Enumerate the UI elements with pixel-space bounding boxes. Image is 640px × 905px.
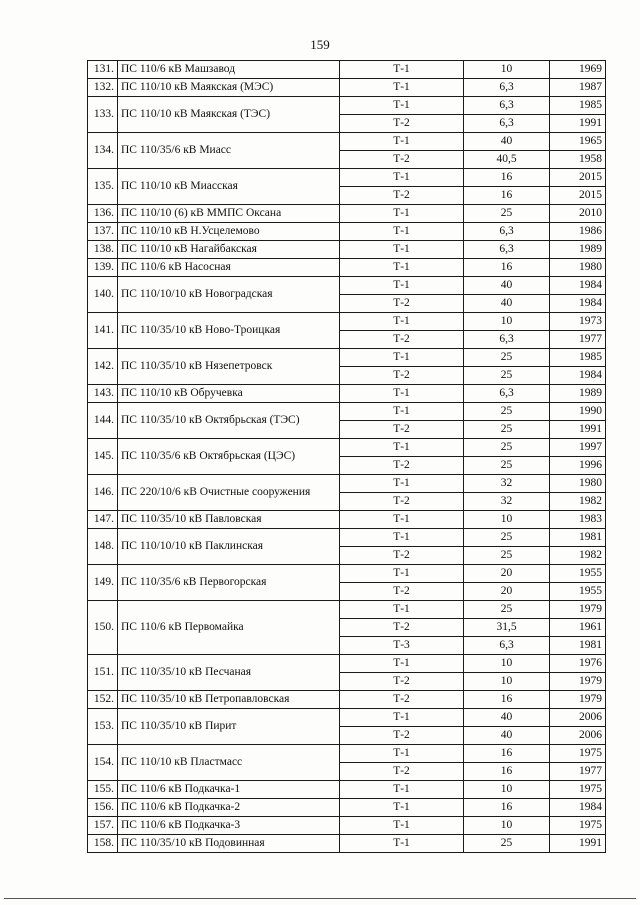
table-row bbox=[88, 709, 606, 727]
row-number: 150. bbox=[88, 601, 118, 655]
transformer-id: Т-1 bbox=[340, 799, 464, 817]
commission-year: 1989 bbox=[550, 385, 606, 403]
commission-year: 2015 bbox=[550, 169, 606, 187]
transformer-id: Т-1 bbox=[340, 745, 464, 763]
substation-name: ПС 110/10 кВ Маякская (ТЭС) bbox=[118, 97, 340, 133]
substation-name: ПС 110/35/10 кВ Нязепетровск bbox=[118, 349, 340, 385]
commission-year: 1958 bbox=[550, 151, 606, 169]
transformer-power: 32 bbox=[464, 493, 550, 511]
commission-year: 1982 bbox=[550, 547, 606, 565]
table-body bbox=[88, 61, 606, 853]
commission-year: 1979 bbox=[550, 601, 606, 619]
substation-name: ПС 110/10/10 кВ Паклинская bbox=[118, 529, 340, 565]
commission-year: 1981 bbox=[550, 637, 606, 655]
row-number: 143. bbox=[88, 385, 118, 403]
table-row bbox=[88, 439, 606, 457]
commission-year: 1965 bbox=[550, 133, 606, 151]
substation-name: ПС 220/10/6 кВ Очистные сооружения bbox=[118, 475, 340, 511]
table-row bbox=[88, 781, 606, 799]
substation-name: ПС 110/10 кВ Нагайбакская bbox=[118, 241, 340, 259]
transformer-power: 31,5 bbox=[464, 619, 550, 637]
substation-name: ПС 110/6 кВ Первомайка bbox=[118, 601, 340, 655]
commission-year: 1989 bbox=[550, 241, 606, 259]
row-number: 137. bbox=[88, 223, 118, 241]
substation-name: ПС 110/10 кВ Пластмасс bbox=[118, 745, 340, 781]
transformer-id: Т-1 bbox=[340, 385, 464, 403]
commission-year: 1975 bbox=[550, 745, 606, 763]
commission-year: 1980 bbox=[550, 475, 606, 493]
table-row bbox=[88, 817, 606, 835]
transformer-power: 6,3 bbox=[464, 97, 550, 115]
transformer-id: Т-1 bbox=[340, 223, 464, 241]
substations-table bbox=[87, 60, 606, 853]
transformer-power: 25 bbox=[464, 601, 550, 619]
commission-year: 1961 bbox=[550, 619, 606, 637]
substation-name: ПС 110/10 кВ Миасская bbox=[118, 169, 340, 205]
transformer-power: 40 bbox=[464, 295, 550, 313]
commission-year: 2006 bbox=[550, 709, 606, 727]
substation-name: ПС 110/10 (6) кВ ММПС Оксана bbox=[118, 205, 340, 223]
transformer-power: 6,3 bbox=[464, 79, 550, 97]
commission-year: 1991 bbox=[550, 835, 606, 853]
page-number: 159 bbox=[310, 37, 330, 52]
transformer-id: Т-1 bbox=[340, 817, 464, 835]
table-row bbox=[88, 133, 606, 151]
table-row bbox=[88, 403, 606, 421]
transformer-power: 25 bbox=[464, 367, 550, 385]
transformer-power: 25 bbox=[464, 403, 550, 421]
substation-name: ПС 110/35/10 кВ Петропавловская bbox=[118, 691, 340, 709]
transformer-id: Т-2 bbox=[340, 151, 464, 169]
commission-year: 1991 bbox=[550, 421, 606, 439]
substation-name: ПС 110/35/10 кВ Песчаная bbox=[118, 655, 340, 691]
commission-year: 2006 bbox=[550, 727, 606, 745]
transformer-power: 10 bbox=[464, 673, 550, 691]
substation-name: ПС 110/6 кВ Подкачка-3 bbox=[118, 817, 340, 835]
transformer-id: Т-1 bbox=[340, 511, 464, 529]
transformer-id: Т-1 bbox=[340, 565, 464, 583]
transformer-power: 40 bbox=[464, 709, 550, 727]
row-number: 141. bbox=[88, 313, 118, 349]
transformer-id: Т-1 bbox=[340, 709, 464, 727]
transformer-id: Т-1 bbox=[340, 259, 464, 277]
table-row bbox=[88, 259, 606, 277]
commission-year: 1986 bbox=[550, 223, 606, 241]
transformer-id: Т-1 bbox=[340, 133, 464, 151]
row-number: 153. bbox=[88, 709, 118, 745]
substation-name: ПС 110/35/10 кВ Пирит bbox=[118, 709, 340, 745]
table-row bbox=[88, 61, 606, 79]
transformer-power: 6,3 bbox=[464, 385, 550, 403]
commission-year: 1983 bbox=[550, 511, 606, 529]
commission-year: 1979 bbox=[550, 673, 606, 691]
commission-year: 1977 bbox=[550, 763, 606, 781]
commission-year: 1969 bbox=[550, 61, 606, 79]
transformer-id: Т-2 bbox=[340, 115, 464, 133]
commission-year: 1984 bbox=[550, 799, 606, 817]
substation-name: ПС 110/35/10 кВ Подовинная bbox=[118, 835, 340, 853]
transformer-power: 16 bbox=[464, 187, 550, 205]
transformer-id: Т-2 bbox=[340, 457, 464, 475]
substation-name: ПС 110/10/10 кВ Новоградская bbox=[118, 277, 340, 313]
row-number: 136. bbox=[88, 205, 118, 223]
commission-year: 1977 bbox=[550, 331, 606, 349]
commission-year: 1987 bbox=[550, 79, 606, 97]
transformer-id: Т-2 bbox=[340, 727, 464, 745]
row-number: 148. bbox=[88, 529, 118, 565]
table-row bbox=[88, 475, 606, 493]
transformer-power: 40,5 bbox=[464, 151, 550, 169]
commission-year: 1955 bbox=[550, 583, 606, 601]
commission-year: 1991 bbox=[550, 115, 606, 133]
transformer-id: Т-1 bbox=[340, 61, 464, 79]
row-number: 131. bbox=[88, 61, 118, 79]
row-number: 155. bbox=[88, 781, 118, 799]
transformer-id: Т-2 bbox=[340, 331, 464, 349]
substation-name: ПС 110/6 кВ Насосная bbox=[118, 259, 340, 277]
table-row bbox=[88, 349, 606, 367]
transformer-power: 20 bbox=[464, 565, 550, 583]
table-row bbox=[88, 565, 606, 583]
row-number: 138. bbox=[88, 241, 118, 259]
transformer-power: 16 bbox=[464, 799, 550, 817]
transformer-power: 16 bbox=[464, 169, 550, 187]
substation-name: ПС 110/10 кВ Маякская (МЭС) bbox=[118, 79, 340, 97]
row-number: 158. bbox=[88, 835, 118, 853]
table-row bbox=[88, 835, 606, 853]
row-number: 156. bbox=[88, 799, 118, 817]
transformer-id: Т-1 bbox=[340, 835, 464, 853]
row-number: 146. bbox=[88, 475, 118, 511]
transformer-power: 10 bbox=[464, 655, 550, 673]
transformer-power: 25 bbox=[464, 439, 550, 457]
table-row bbox=[88, 691, 606, 709]
substation-name: ПС 110/35/6 кВ Миасс bbox=[118, 133, 340, 169]
table-row bbox=[88, 385, 606, 403]
substation-name: ПС 110/35/10 кВ Ново-Троицкая bbox=[118, 313, 340, 349]
transformer-id: Т-2 bbox=[340, 295, 464, 313]
table-row bbox=[88, 97, 606, 115]
transformer-power: 25 bbox=[464, 457, 550, 475]
transformer-power: 6,3 bbox=[464, 331, 550, 349]
table-row bbox=[88, 205, 606, 223]
row-number: 142. bbox=[88, 349, 118, 385]
row-number: 133. bbox=[88, 97, 118, 133]
transformer-id: Т-1 bbox=[340, 781, 464, 799]
transformer-power: 16 bbox=[464, 691, 550, 709]
transformer-id: Т-1 bbox=[340, 349, 464, 367]
table-row bbox=[88, 799, 606, 817]
table-row bbox=[88, 655, 606, 673]
commission-year: 1981 bbox=[550, 529, 606, 547]
substation-name: ПС 110/35/10 кВ Павловская bbox=[118, 511, 340, 529]
transformer-power: 40 bbox=[464, 133, 550, 151]
commission-year: 1984 bbox=[550, 367, 606, 385]
transformer-power: 32 bbox=[464, 475, 550, 493]
transformer-power: 10 bbox=[464, 511, 550, 529]
commission-year: 1979 bbox=[550, 691, 606, 709]
transformer-power: 6,3 bbox=[464, 223, 550, 241]
substation-name: ПС 110/35/6 кВ Первогорская bbox=[118, 565, 340, 601]
transformer-id: Т-1 bbox=[340, 205, 464, 223]
transformer-id: Т-1 bbox=[340, 403, 464, 421]
commission-year: 1985 bbox=[550, 97, 606, 115]
table-row bbox=[88, 223, 606, 241]
bottom-rule bbox=[4, 898, 636, 899]
transformer-id: Т-2 bbox=[340, 367, 464, 385]
commission-year: 1982 bbox=[550, 493, 606, 511]
table-row bbox=[88, 277, 606, 295]
row-number: 154. bbox=[88, 745, 118, 781]
transformer-power: 6,3 bbox=[464, 241, 550, 259]
row-number: 157. bbox=[88, 817, 118, 835]
transformer-power: 10 bbox=[464, 61, 550, 79]
commission-year: 1997 bbox=[550, 439, 606, 457]
row-number: 132. bbox=[88, 79, 118, 97]
commission-year: 1984 bbox=[550, 295, 606, 313]
transformer-id: Т-2 bbox=[340, 547, 464, 565]
transformer-id: Т-2 bbox=[340, 619, 464, 637]
table-row bbox=[88, 241, 606, 259]
transformer-power: 10 bbox=[464, 781, 550, 799]
transformer-id: Т-3 bbox=[340, 637, 464, 655]
transformer-power: 16 bbox=[464, 259, 550, 277]
transformer-id: Т-1 bbox=[340, 277, 464, 295]
transformer-power: 25 bbox=[464, 205, 550, 223]
transformer-id: Т-1 bbox=[340, 655, 464, 673]
commission-year: 2010 bbox=[550, 205, 606, 223]
table-row bbox=[88, 169, 606, 187]
commission-year: 1955 bbox=[550, 565, 606, 583]
table-row bbox=[88, 79, 606, 97]
row-number: 144. bbox=[88, 403, 118, 439]
row-number: 147. bbox=[88, 511, 118, 529]
table-row bbox=[88, 313, 606, 331]
row-number: 135. bbox=[88, 169, 118, 205]
substation-name: ПС 110/35/6 кВ Октябрьская (ЦЭС) bbox=[118, 439, 340, 475]
commission-year: 1985 bbox=[550, 349, 606, 367]
transformer-id: Т-2 bbox=[340, 187, 464, 205]
substation-name: ПС 110/6 кВ Подкачка-2 bbox=[118, 799, 340, 817]
table-row bbox=[88, 601, 606, 619]
row-number: 140. bbox=[88, 277, 118, 313]
transformer-power: 16 bbox=[464, 763, 550, 781]
row-number: 145. bbox=[88, 439, 118, 475]
transformer-power: 40 bbox=[464, 727, 550, 745]
transformer-id: Т-1 bbox=[340, 439, 464, 457]
transformer-power: 25 bbox=[464, 835, 550, 853]
transformer-power: 6,3 bbox=[464, 115, 550, 133]
row-number: 139. bbox=[88, 259, 118, 277]
commission-year: 1990 bbox=[550, 403, 606, 421]
transformer-power: 16 bbox=[464, 745, 550, 763]
commission-year: 1976 bbox=[550, 655, 606, 673]
transformer-id: Т-2 bbox=[340, 691, 464, 709]
transformer-power: 10 bbox=[464, 817, 550, 835]
transformer-power: 25 bbox=[464, 529, 550, 547]
substation-name: ПС 110/6 кВ Машзавод bbox=[118, 61, 340, 79]
row-number: 151. bbox=[88, 655, 118, 691]
transformer-id: Т-1 bbox=[340, 475, 464, 493]
transformer-power: 20 bbox=[464, 583, 550, 601]
transformer-id: Т-1 bbox=[340, 241, 464, 259]
table-row bbox=[88, 511, 606, 529]
commission-year: 1980 bbox=[550, 259, 606, 277]
commission-year: 1984 bbox=[550, 277, 606, 295]
transformer-power: 25 bbox=[464, 349, 550, 367]
transformer-id: Т-2 bbox=[340, 673, 464, 691]
transformer-power: 10 bbox=[464, 313, 550, 331]
commission-year: 2015 bbox=[550, 187, 606, 205]
transformer-id: Т-1 bbox=[340, 79, 464, 97]
commission-year: 1975 bbox=[550, 817, 606, 835]
transformer-power: 25 bbox=[464, 547, 550, 565]
substation-name: ПС 110/35/10 кВ Октябрьская (ТЭС) bbox=[118, 403, 340, 439]
transformer-id: Т-2 bbox=[340, 421, 464, 439]
transformer-id: Т-2 bbox=[340, 493, 464, 511]
commission-year: 1996 bbox=[550, 457, 606, 475]
row-number: 152. bbox=[88, 691, 118, 709]
row-number: 134. bbox=[88, 133, 118, 169]
transformer-id: Т-1 bbox=[340, 601, 464, 619]
table-row bbox=[88, 745, 606, 763]
transformer-power: 25 bbox=[464, 421, 550, 439]
substation-name: ПС 110/6 кВ Подкачка-1 bbox=[118, 781, 340, 799]
substation-name: ПС 110/10 кВ Обручевка bbox=[118, 385, 340, 403]
transformer-id: Т-2 bbox=[340, 763, 464, 781]
commission-year: 1973 bbox=[550, 313, 606, 331]
transformer-power: 40 bbox=[464, 277, 550, 295]
transformer-id: Т-1 bbox=[340, 313, 464, 331]
table-row bbox=[88, 529, 606, 547]
substation-name: ПС 110/10 кВ Н.Усцелемово bbox=[118, 223, 340, 241]
transformer-id: Т-1 bbox=[340, 97, 464, 115]
transformer-id: Т-1 bbox=[340, 529, 464, 547]
row-number: 149. bbox=[88, 565, 118, 601]
transformer-id: Т-1 bbox=[340, 169, 464, 187]
commission-year: 1975 bbox=[550, 781, 606, 799]
transformer-id: Т-2 bbox=[340, 583, 464, 601]
transformer-power: 6,3 bbox=[464, 637, 550, 655]
